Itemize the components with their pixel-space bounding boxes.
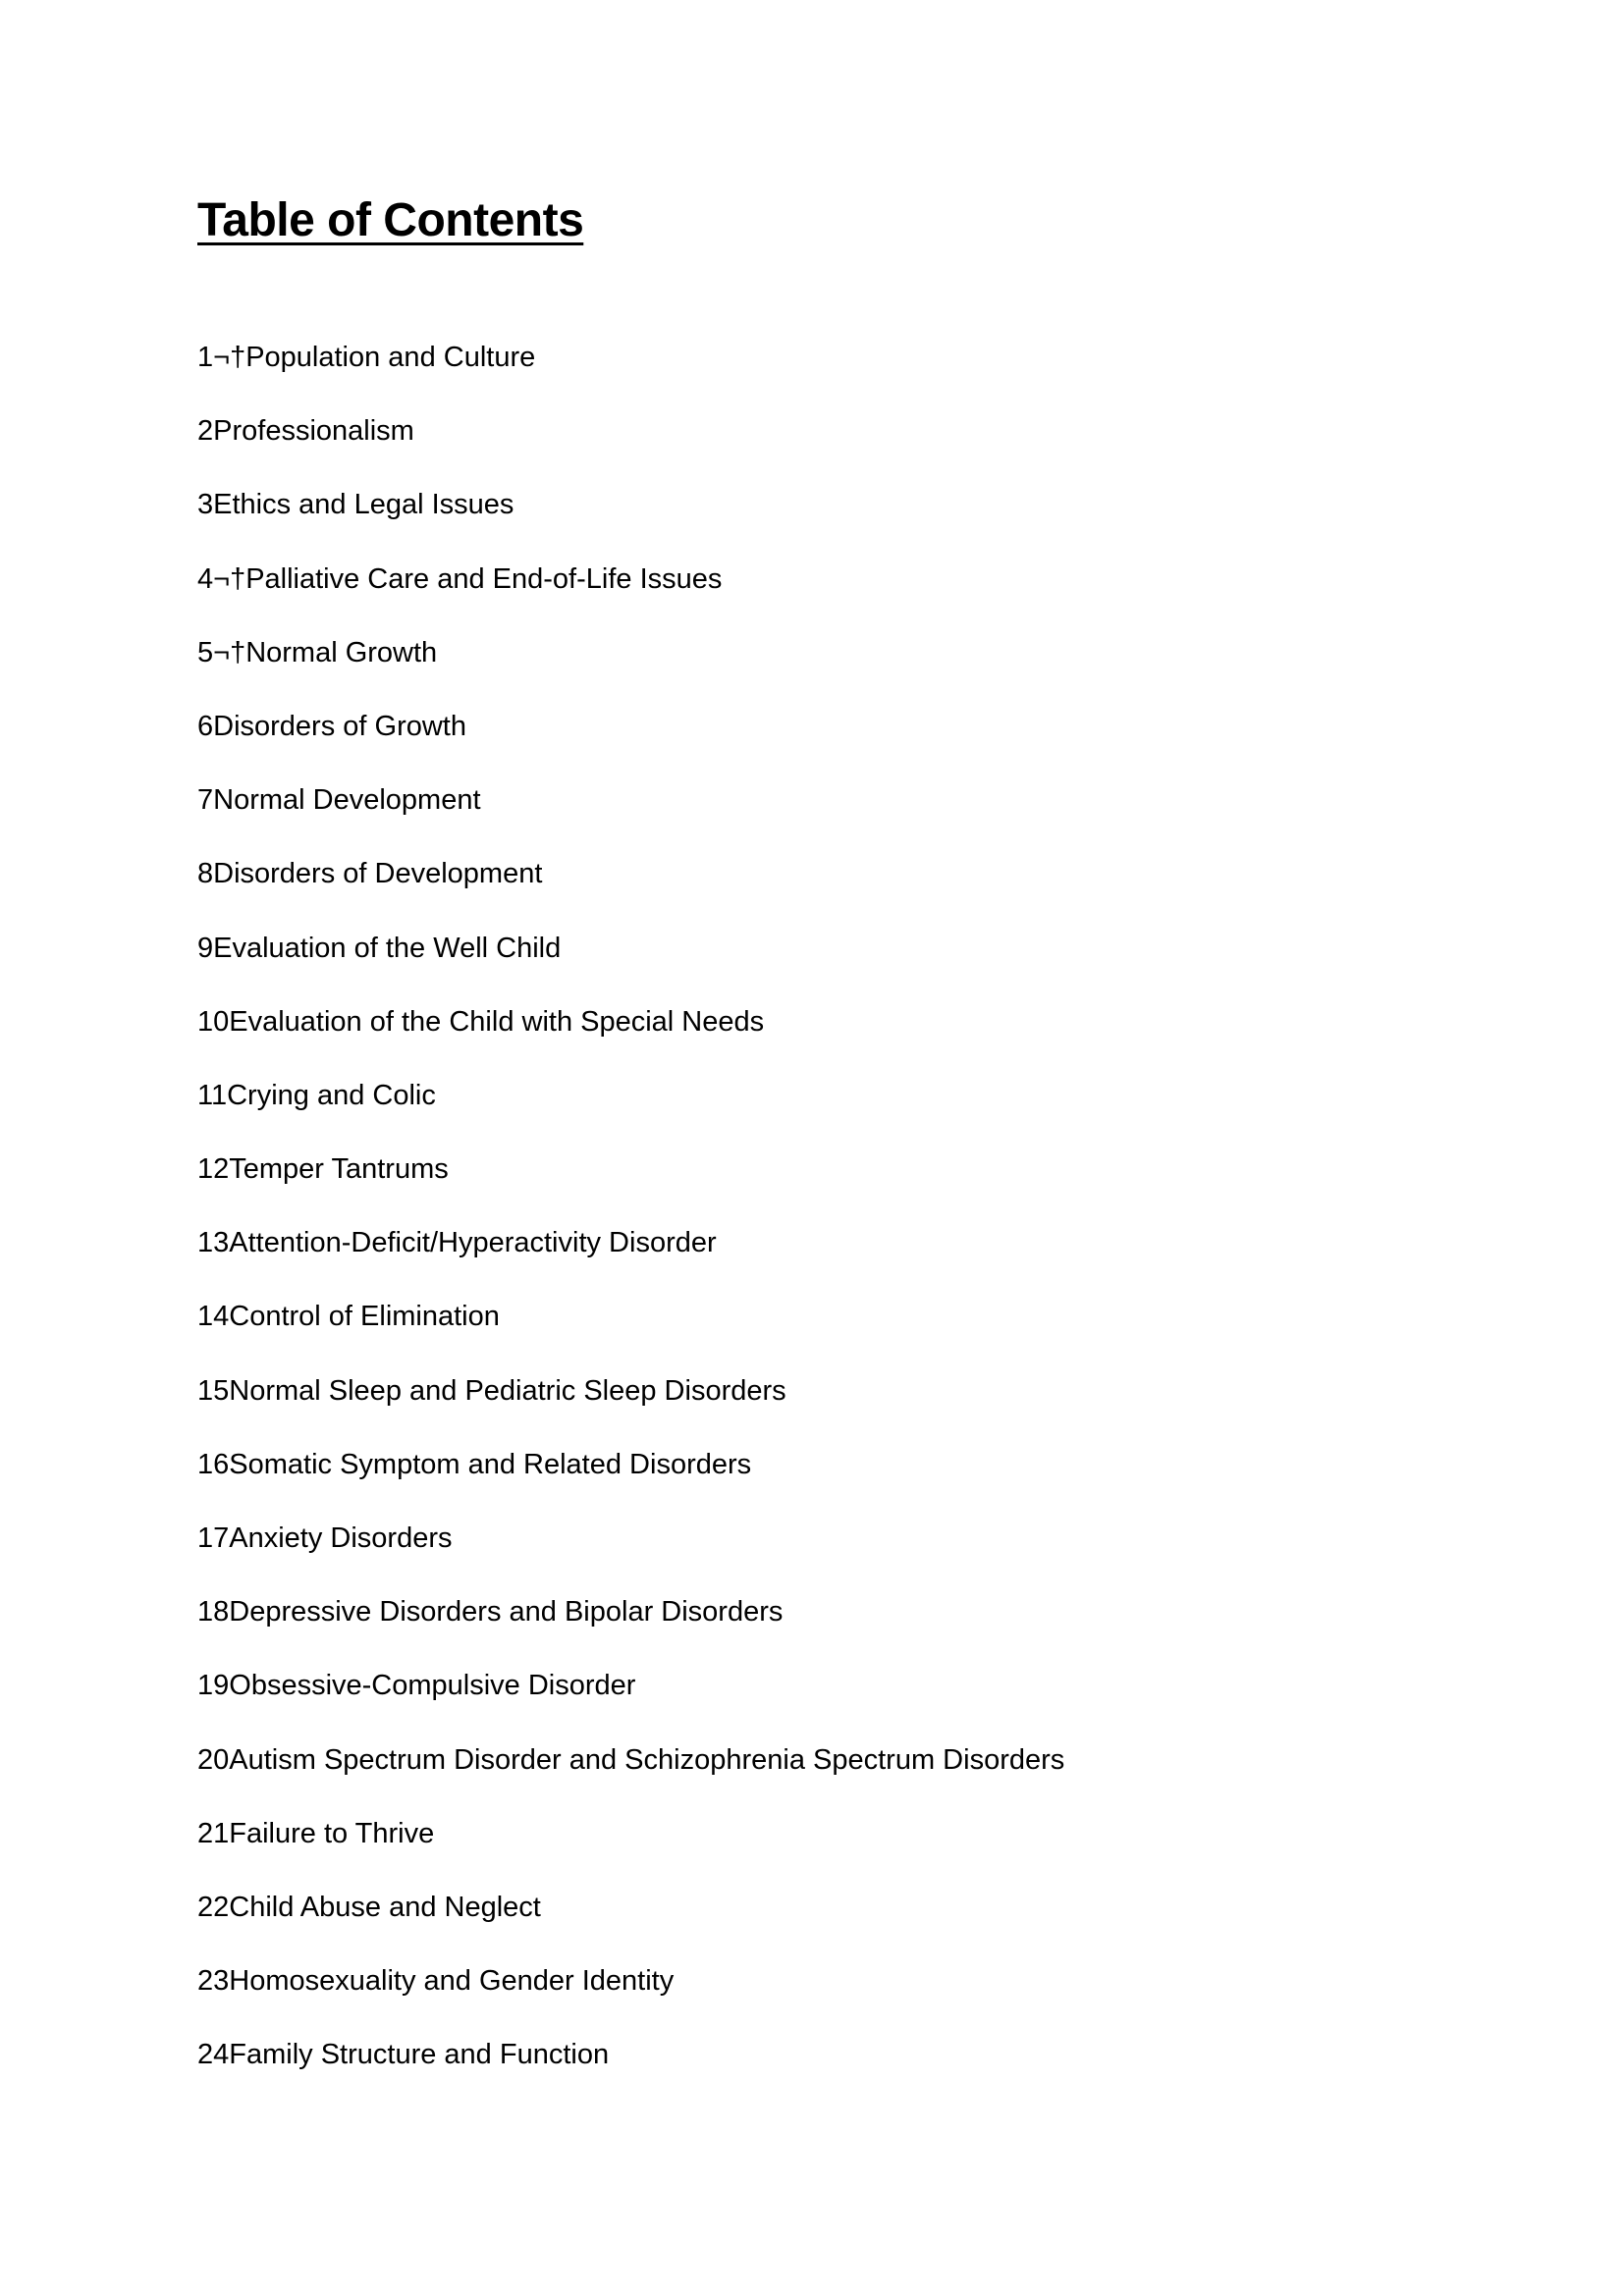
toc-entry: 7Normal Development: [197, 784, 481, 817]
toc-entry: 20Autism Spectrum Disorder and Schizophrenia Spectrum Disorders: [197, 1743, 1065, 1776]
toc-entry: 1¬†Population and Culture: [197, 342, 536, 373]
toc-entry: 14Control of Elimination: [197, 1301, 500, 1333]
toc-entry: 22Child Abuse and Neglect: [197, 1891, 541, 1923]
toc-entry: 12Temper Tantrums: [197, 1153, 449, 1186]
toc-entry: 2Professionalism: [197, 415, 414, 448]
toc-entry: 19Obsessive-Compulsive Disorder: [197, 1670, 636, 1702]
toc-entry: 24Family Structure and Function: [197, 2039, 610, 2071]
toc-entry: 16Somatic Symptom and Related Disorders: [197, 1448, 752, 1480]
toc-entry: 13Attention-Deficit/Hyperactivity Disorder: [197, 1227, 717, 1259]
toc-list: [197, 336, 1064, 2108]
toc-entry: 9Evaluation of the Well Child: [197, 932, 562, 964]
toc-entry: 17Anxiety Disorders: [197, 1522, 453, 1554]
toc-entry: 3Ethics and Legal Issues: [197, 489, 514, 521]
toc-entry: 6Disorders of Growth: [197, 710, 466, 742]
toc-entry: 21Failure to Thrive: [197, 1817, 435, 1849]
toc-entry: 23Homosexuality and Gender Identity: [197, 1965, 675, 1998]
toc-entry: 5¬†Normal Growth: [197, 636, 438, 668]
toc-entry: 10Evaluation of the Child with Special Needs: [197, 1005, 765, 1038]
toc-entry: 4¬†Palliative Care and End-of-Life Issues: [197, 562, 723, 595]
toc-entry: 11Crying and Colic: [197, 1079, 436, 1111]
toc-entry: 8Disorders of Development: [197, 858, 543, 890]
toc-entry: 15Normal Sleep and Pediatric Sleep Disorders: [197, 1374, 786, 1407]
page-title: Table of Contents: [197, 194, 584, 246]
toc-entry: 18Depressive Disorders and Bipolar Disorders: [197, 1596, 784, 1629]
